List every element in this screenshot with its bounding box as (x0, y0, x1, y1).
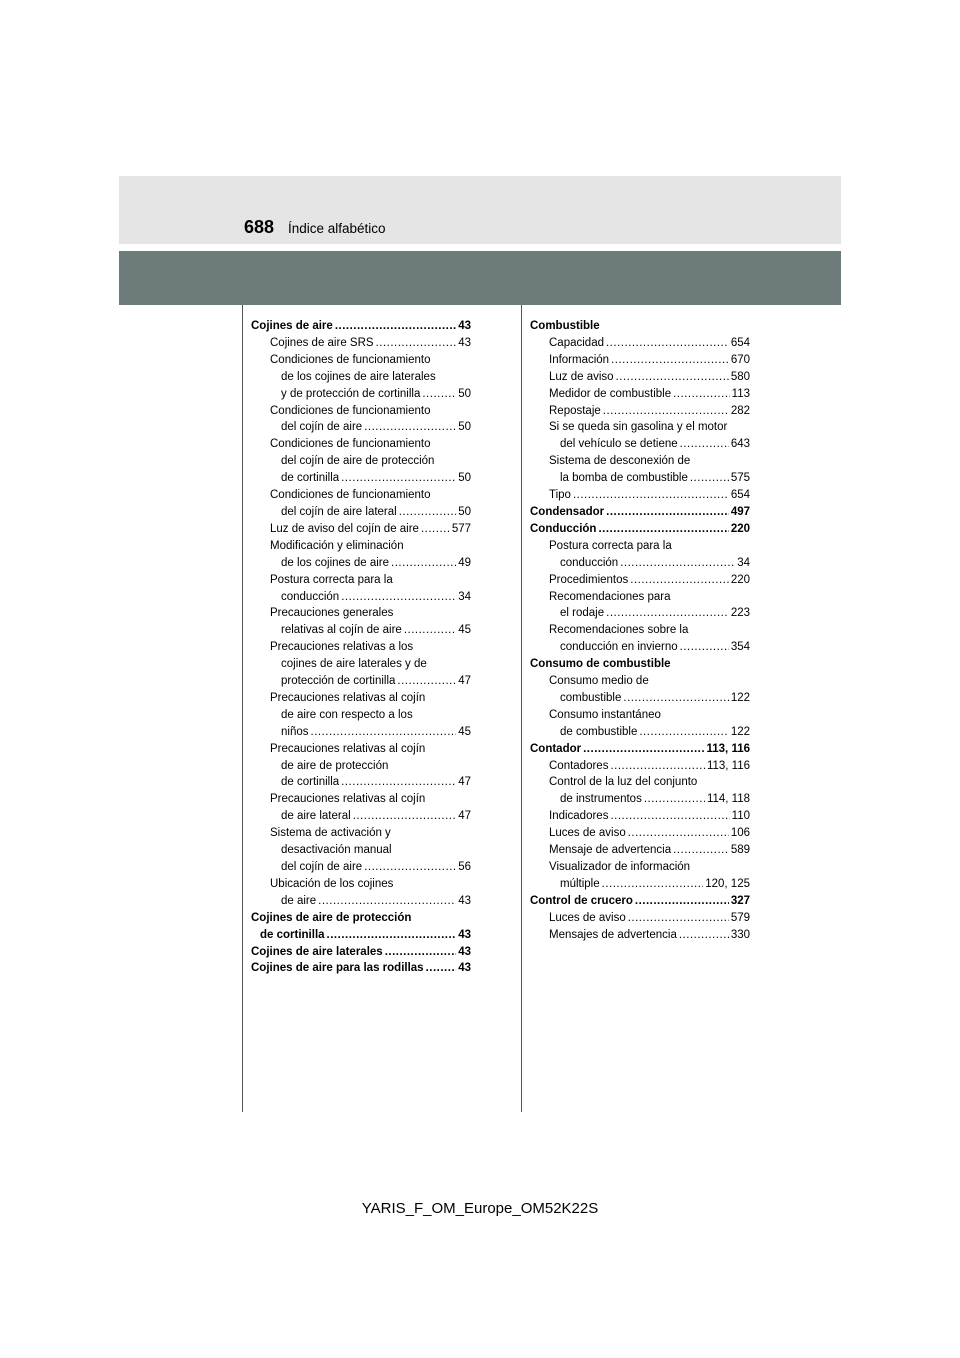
section-banner (119, 251, 841, 305)
entry-text: Capacidad (549, 336, 604, 349)
index-column-left (251, 318, 471, 977)
entry-text: relativas al cojín de aire (281, 624, 402, 637)
page-reference: 654 (730, 336, 750, 349)
index-subentry (251, 335, 471, 352)
entry-text: Medidor de combustible (549, 387, 672, 400)
dot-leader (404, 622, 456, 639)
index-subentry: Sistema de activación y (270, 827, 391, 840)
dot-leader (610, 808, 729, 825)
index-subentry (530, 487, 750, 504)
dot-leader (606, 605, 729, 622)
index-entry (530, 504, 750, 521)
dot-leader (341, 589, 456, 606)
index-subentry: Condiciones de funcionamiento (270, 438, 431, 451)
index-subentry: Recomendaciones sobre la (549, 624, 689, 637)
page-reference: 50 (458, 472, 471, 485)
index-subentry (530, 910, 750, 927)
entry-text: Cojines de aire SRS (270, 336, 374, 349)
index-subentry (530, 605, 750, 622)
dot-leader (311, 724, 457, 741)
page-reference: 43 (458, 928, 471, 941)
index-subentry (530, 690, 750, 707)
index-subentry (530, 335, 750, 352)
index-subentry: Postura correcta para la (270, 573, 393, 586)
page-reference: 577 (451, 522, 471, 535)
entry-text: Tipo (549, 489, 571, 502)
dot-leader (644, 791, 705, 808)
entry-text: del cojín de aire lateral (281, 505, 397, 518)
index-subentry (530, 369, 750, 386)
index-subentry (251, 724, 471, 741)
page-reference: 643 (730, 438, 750, 451)
dot-leader (673, 386, 730, 403)
index-subentry: Precauciones relativas al cojín (270, 742, 426, 755)
page-reference: 330 (730, 928, 750, 941)
index-subentry: Precauciones generales (270, 607, 394, 620)
page-reference: 47 (458, 810, 471, 823)
dot-leader (364, 419, 456, 436)
index-subentry: Postura correcta para la (549, 539, 672, 552)
page-reference: 43 (458, 894, 471, 907)
page-reference: 114, 118 (706, 793, 750, 806)
dot-leader (610, 758, 704, 775)
index-column-right (530, 318, 750, 944)
index-subentry: Control de la luz del conjunto (549, 776, 698, 789)
index-subentry: desactivación manual (281, 844, 392, 857)
column-rule-middle (521, 305, 522, 1112)
entry-text: y de protección de cortinilla (281, 387, 421, 400)
index-subentry (251, 504, 471, 521)
entry-text: Mensaje de advertencia (549, 844, 672, 857)
page-reference: 579 (730, 911, 750, 924)
dot-leader (422, 386, 456, 403)
index-subentry (530, 927, 750, 944)
dot-leader (623, 690, 728, 707)
index-subentry: de aire con respecto a los (281, 708, 413, 721)
entry-text: conducción (560, 556, 619, 569)
index-subentry (530, 758, 750, 775)
entry-text: de cortinilla (281, 472, 340, 485)
index-subentry: Si se queda sin gasolina y el motor (549, 421, 728, 434)
section-title: Índice alfabético (288, 221, 386, 236)
index-subentry (251, 521, 471, 538)
entry-text: niños (281, 725, 309, 738)
page-reference: 56 (458, 861, 471, 873)
dot-leader (341, 470, 456, 487)
index-subentry: cojines de aire laterales y de (281, 658, 427, 671)
entry-text: Luz de aviso (549, 370, 614, 383)
page-reference: 50 (458, 421, 471, 434)
entry-text: Cojines de aire (251, 320, 333, 332)
index-subentry (530, 791, 750, 808)
entry-text: de cortinilla (281, 776, 340, 789)
entry-text: de aire (281, 894, 317, 907)
index-subentry (530, 386, 750, 403)
index-subentry (530, 403, 750, 420)
entry-text: del vehículo se detiene (560, 438, 678, 451)
dot-leader (364, 859, 456, 876)
page-reference: 670 (730, 353, 750, 366)
index-subentry (251, 774, 471, 791)
dot-leader (680, 639, 729, 656)
index-subentry: Recomendaciones para (549, 590, 671, 603)
index-subentry: del cojín de aire de protección (281, 455, 435, 468)
index-subentry (530, 572, 750, 589)
entry-text: Conducción (530, 522, 597, 535)
index-subentry (530, 876, 750, 893)
index-subentry (530, 470, 750, 487)
entry-text: del cojín de aire (281, 861, 363, 873)
page-reference: 43 (458, 945, 471, 958)
page-reference: 122 (730, 691, 750, 704)
entry-text: la bomba de combustible (560, 472, 688, 485)
page-reference: 327 (730, 894, 750, 907)
dot-leader (673, 842, 729, 859)
index-subentry: Condiciones de funcionamiento (270, 489, 431, 502)
dot-leader (616, 369, 729, 386)
page-reference: 654 (730, 489, 750, 502)
dot-leader (391, 555, 456, 572)
index-subentry (530, 352, 750, 369)
dot-leader (426, 960, 457, 977)
index-subentry (251, 419, 471, 436)
index-entry (530, 893, 750, 910)
index-subentry (251, 622, 471, 639)
index-subentry (530, 555, 750, 572)
entry-text: conducción en invierno (560, 641, 678, 654)
index-subentry: Condiciones de funcionamiento (270, 404, 431, 417)
dot-leader (583, 741, 704, 758)
page-reference: 120, 125 (705, 877, 750, 890)
index-subentry: Condiciones de funcionamiento (270, 353, 431, 366)
page-reference: 34 (458, 590, 471, 603)
entry-text: el rodaje (560, 607, 605, 620)
dot-leader (421, 521, 450, 538)
index-subentry: Precauciones relativas al cojín (270, 793, 426, 806)
index-subentry (251, 673, 471, 690)
page-reference: 575 (730, 472, 750, 485)
entry-text: de cortinilla (260, 928, 325, 941)
entry-text: Luces de aviso (549, 911, 626, 924)
dot-leader (620, 555, 735, 572)
index-entry: Cojines de aire de protección (251, 911, 412, 924)
index-subentry (530, 436, 750, 453)
page-reference: 106 (730, 827, 750, 840)
index-subentry: Consumo medio de (549, 675, 649, 688)
page-number: 688 (244, 217, 275, 237)
index-subentry (251, 808, 471, 825)
page-reference: 43 (458, 320, 471, 332)
page-reference: 113 (731, 387, 750, 400)
index-subentry (530, 639, 750, 656)
entry-text: Cojines de aire laterales (251, 945, 383, 958)
dot-leader (628, 910, 729, 927)
dot-leader (628, 825, 729, 842)
dot-leader (639, 724, 728, 741)
index-subentry (530, 825, 750, 842)
index-entry: Consumo de combustible (530, 658, 671, 671)
dot-leader (679, 927, 729, 944)
dot-leader (341, 774, 456, 791)
entry-text: Contador (530, 742, 582, 755)
entry-text: protección de cortinilla (281, 675, 396, 688)
page-reference: 113, 116 (706, 759, 750, 772)
entry-text: Información (549, 353, 610, 366)
column-rule-left (242, 305, 243, 1112)
header-band (119, 176, 841, 244)
entry-text: Control de crucero (530, 894, 633, 907)
page-reference: 223 (730, 607, 750, 620)
page-reference: 50 (458, 387, 471, 400)
page-reference: 34 (737, 556, 750, 569)
entry-text: Mensajes de advertencia (549, 928, 677, 941)
dot-leader (690, 470, 729, 487)
index-subentry: Modificación y eliminación (270, 539, 404, 552)
entry-text: Procedimientos (549, 573, 629, 586)
dot-leader (335, 318, 456, 335)
dot-leader (606, 504, 729, 521)
index-subentry: de los cojines de aire laterales (281, 370, 436, 383)
dot-leader (353, 808, 457, 825)
page-reference: 47 (458, 776, 471, 789)
page-reference: 220 (730, 573, 750, 586)
entry-text: Luces de aviso (549, 827, 626, 840)
index-entry (251, 960, 471, 977)
index-subentry: Visualizador de información (549, 861, 691, 873)
dot-leader (376, 335, 457, 352)
index-entry (530, 741, 750, 758)
page-reference: 43 (458, 336, 471, 349)
dot-leader (327, 927, 457, 944)
dot-leader (397, 673, 456, 690)
index-entry (251, 927, 471, 944)
entry-text: del cojín de aire (281, 421, 363, 434)
index-subentry (251, 470, 471, 487)
index-entry (251, 318, 471, 335)
page-reference: 113, 116 (706, 742, 750, 755)
page-reference: 354 (730, 641, 750, 654)
entry-text: Repostaje (549, 404, 601, 417)
entry-text: Indicadores (549, 810, 609, 823)
dot-leader (611, 352, 729, 369)
index-subentry: de aire de protección (281, 759, 389, 772)
entry-text: múltiple (560, 877, 600, 890)
index-subentry (530, 724, 750, 741)
dot-leader (630, 572, 729, 589)
index-subentry (251, 589, 471, 606)
page-reference: 497 (730, 505, 750, 518)
page-reference: 282 (730, 404, 750, 417)
page-reference: 580 (730, 370, 750, 383)
index-subentry: Precauciones relativas a los (270, 641, 414, 654)
entry-text: combustible (560, 691, 622, 704)
page-reference: 45 (458, 624, 471, 637)
page-reference: 589 (730, 844, 750, 857)
dot-leader (635, 893, 729, 910)
dot-leader (598, 521, 728, 538)
entry-text: de combustible (560, 725, 638, 738)
dot-leader (606, 335, 729, 352)
dot-leader (385, 944, 457, 961)
index-entry (251, 944, 471, 961)
page-reference: 220 (730, 522, 750, 535)
page-reference: 122 (730, 725, 750, 738)
dot-leader (573, 487, 729, 504)
dot-leader (603, 403, 729, 420)
index-subentry (251, 386, 471, 403)
index-subentry (530, 842, 750, 859)
document-code: YARIS_F_OM_Europe_OM52K22S (361, 1200, 599, 1217)
dot-leader (318, 893, 456, 910)
index-subentry: Sistema de desconexión de (549, 455, 691, 468)
index-subentry (251, 893, 471, 910)
index-subentry: Consumo instantáneo (549, 708, 661, 721)
index-entry: Combustible (530, 320, 600, 332)
index-subentry (251, 555, 471, 572)
page-reference: 50 (458, 505, 471, 518)
dot-leader (399, 504, 456, 521)
page-reference: 49 (458, 556, 471, 569)
entry-text: Contadores (549, 759, 609, 772)
page-reference: 110 (731, 810, 750, 823)
page-reference: 43 (458, 962, 471, 975)
page-reference: 45 (458, 725, 471, 738)
entry-text: de aire lateral (281, 810, 351, 823)
page-reference: 47 (458, 675, 471, 688)
dot-leader (680, 436, 729, 453)
entry-text: Condensador (530, 505, 605, 518)
index-subentry: Precauciones relativas al cojín (270, 691, 426, 704)
index-subentry (251, 859, 471, 876)
index-entry (530, 521, 750, 538)
index-subentry: Ubicación de los cojines (270, 877, 394, 890)
entry-text: Luz de aviso del cojín de aire (270, 522, 419, 535)
entry-text: de los cojines de aire (281, 556, 390, 569)
entry-text: conducción (281, 590, 340, 603)
entry-text: de instrumentos (560, 793, 642, 806)
index-subentry (530, 808, 750, 825)
entry-text: Cojines de aire para las rodillas (251, 962, 424, 975)
dot-leader (602, 876, 704, 893)
